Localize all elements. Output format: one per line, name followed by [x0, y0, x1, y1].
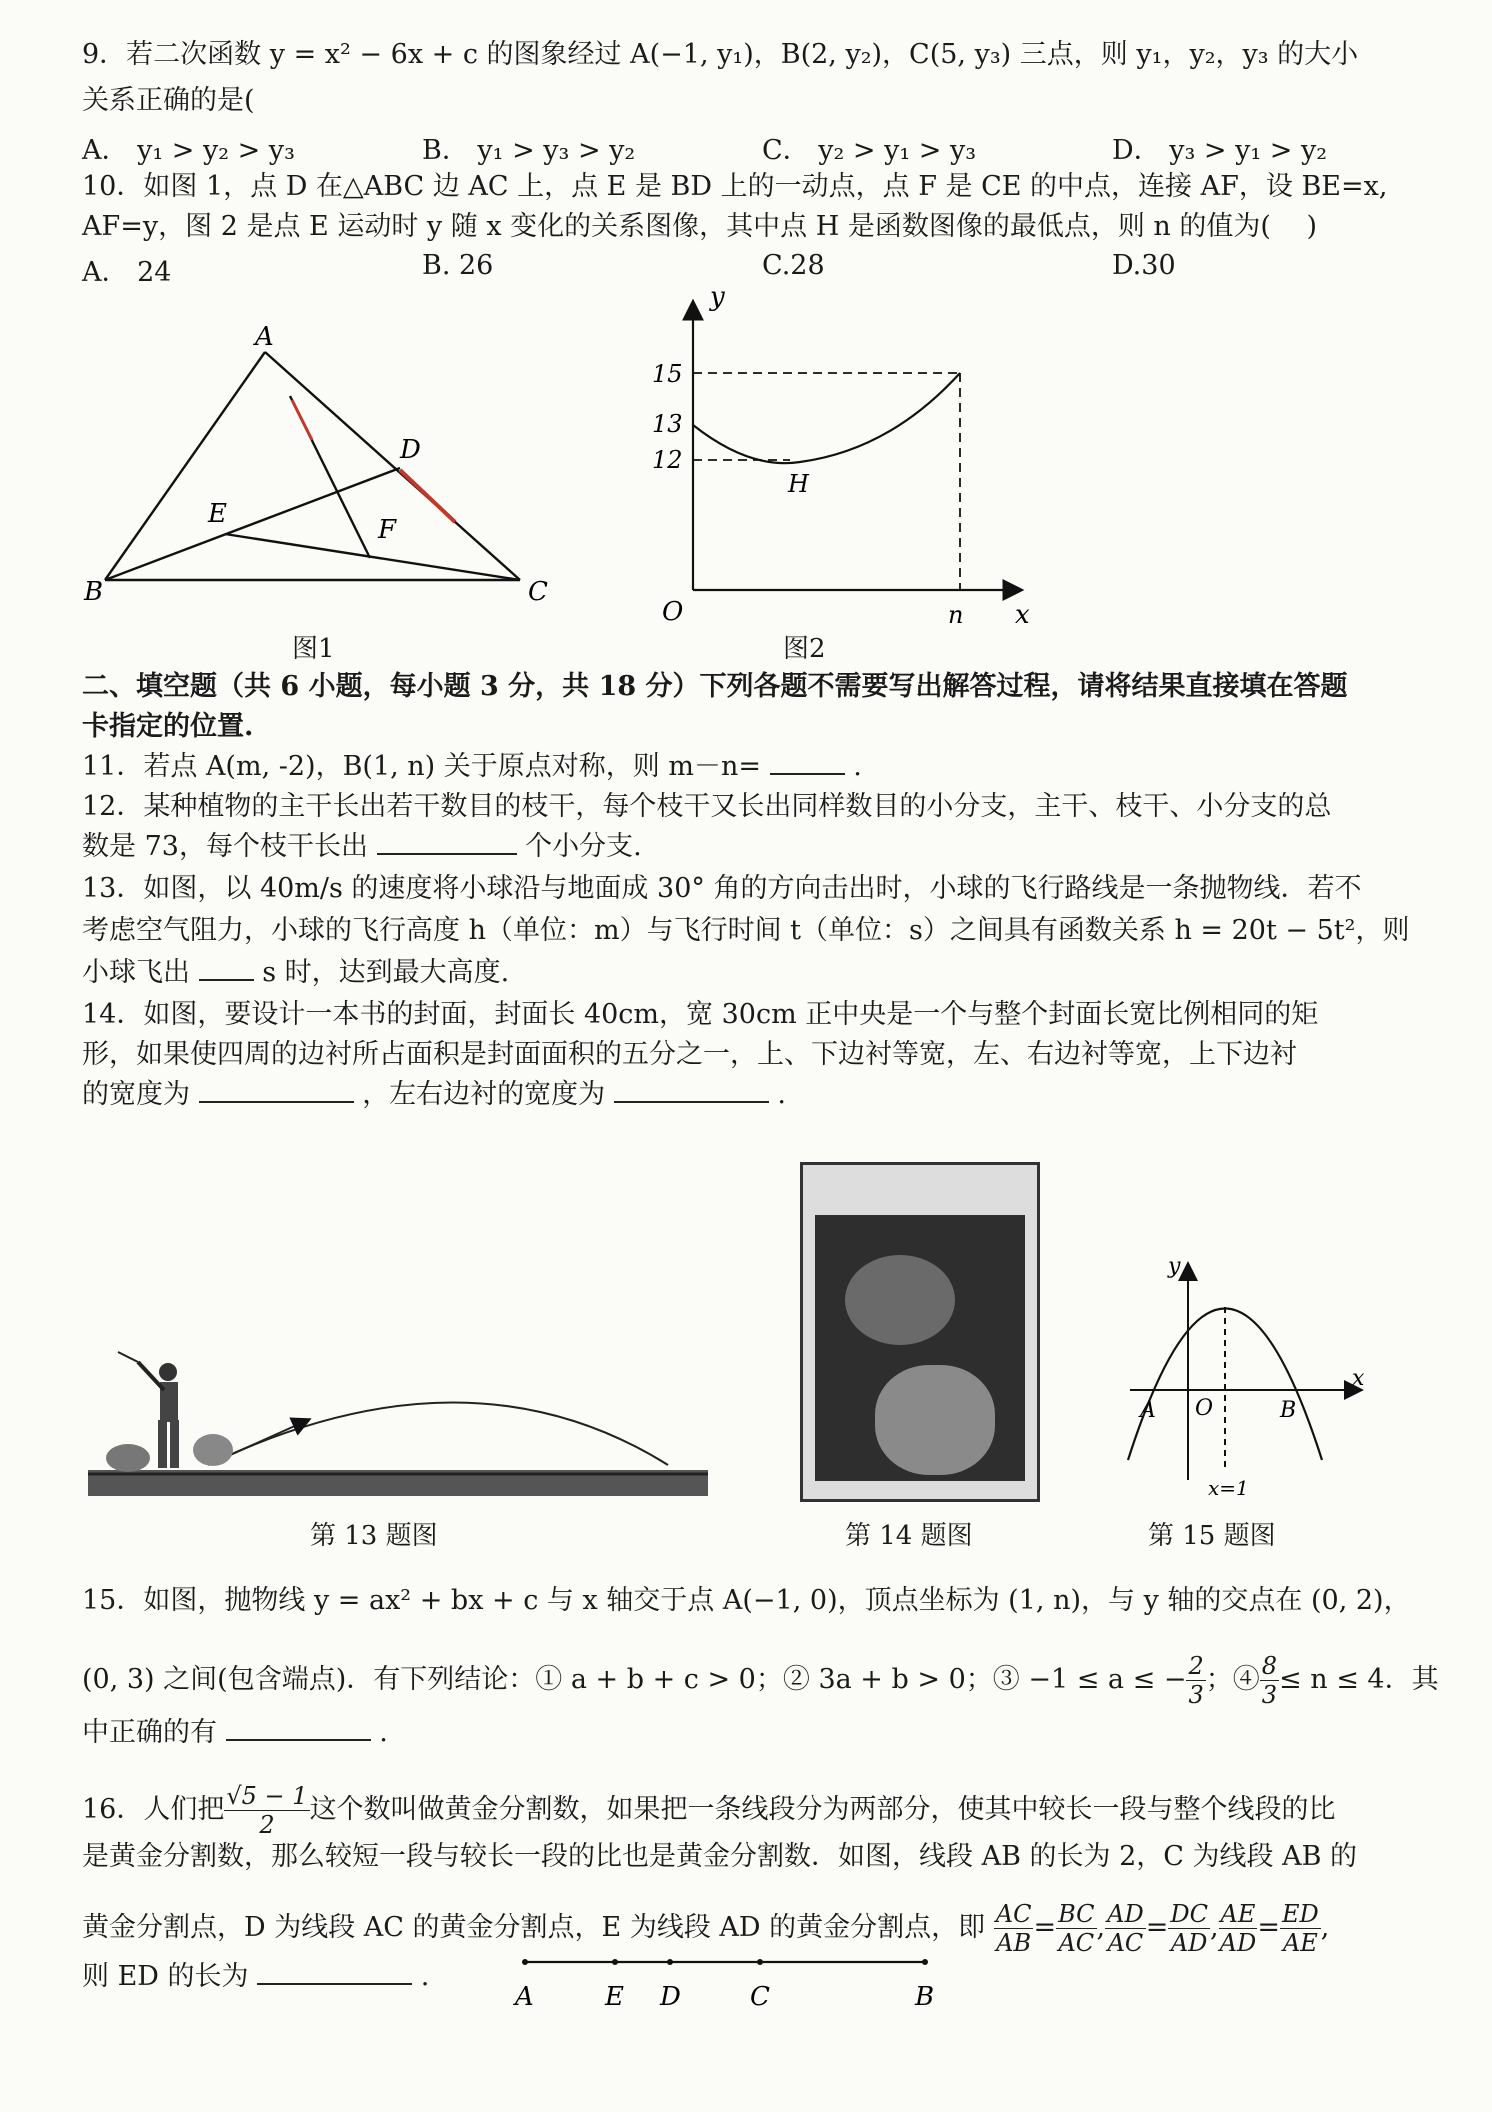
q16-golden-den: 2 [259, 1811, 275, 1839]
fig2-tick-13: 13 [652, 410, 683, 438]
q16-ratio-2-den: AC [1107, 1929, 1144, 1957]
q16-ratio-4 [1219, 1900, 1258, 1957]
q16-ratio-0 [994, 1900, 1034, 1957]
q16-ratio-1 [1056, 1900, 1096, 1957]
q15-stem: 15．如图，抛物线 y = ax² + bx + c 与 x 轴交于点 A(−1, 0)，顶点坐标为 (1, n)，与 y 轴的交点在 (0, 2)， [82, 1585, 1411, 1616]
q16-ratio-2 [1105, 1900, 1146, 1957]
q16-ratio-3 [1168, 1900, 1210, 1957]
q16-ratio-5-den: AE [1282, 1929, 1318, 1957]
q9-option-b[interactable]: B． y₁ > y₃ > y₂ [422, 135, 636, 166]
q15-answer-blank[interactable] [226, 1717, 371, 1741]
fig2-label-h: H [788, 470, 809, 498]
fig1-label-d: D [400, 435, 421, 465]
q13-stem-3b: s 时，达到最大高度. [262, 957, 510, 988]
q15-fraction-2 [1260, 1652, 1279, 1709]
fig1-label-a: A [255, 322, 274, 352]
q15-frac2-num: 8 [1261, 1652, 1278, 1680]
q15-fraction-1 [1186, 1652, 1205, 1709]
q9-stem: 9．若二次函数 y = x² − 6x + c 的图象经过 A(−1, y₁)，B(2, y₂)，C(5, y₃) 三点，则 y₁，y₂，y₃ 的大小 [82, 39, 1359, 70]
fig1-label-c: C [528, 577, 548, 607]
q9-stem-2: 关系正确的是( [82, 85, 255, 116]
q14-answer-blank-2[interactable] [614, 1079, 769, 1103]
q10-option-c[interactable]: C.28 [762, 250, 825, 281]
q15-figure [1120, 1255, 1370, 1505]
q12-answer-blank[interactable] [377, 831, 517, 855]
q16-ratio-1-den: AC [1058, 1929, 1095, 1957]
q16-stem-a: 16．人们把 [82, 1794, 225, 1825]
q14-stem-3c: . [777, 1079, 786, 1110]
fig15-label-b: B [1280, 1398, 1297, 1423]
q14-stem-3a: 的宽度为 [82, 1079, 190, 1110]
q16-line4 [82, 1960, 429, 1994]
q15-stem-3a: 中正确的有 [82, 1717, 217, 1748]
fig15-label-o: O [1195, 1396, 1214, 1421]
q16-point-e: E [605, 1982, 624, 2012]
q16-point-a: A [515, 1982, 534, 2012]
q14-stem: 14．如图，要设计一本书的封面，封面长 40cm，宽 30cm 正中央是一个与整个封面长宽比例相同的矩 [82, 999, 1319, 1030]
q15-stem-2c: ≤ n ≤ 4．其 [1279, 1664, 1439, 1695]
q11-answer-blank[interactable] [770, 751, 845, 775]
q14-figure-caption: 第 14 题图 [845, 1521, 973, 1551]
q16-ratio-5 [1280, 1900, 1321, 1957]
q16-ratio-4-num: AE [1220, 1900, 1256, 1928]
q13-stem: 13．如图，以 40m/s 的速度将小球沿与地面成 30° 角的方向击出时，小球的飞行路线是一条抛物线．若不 [82, 873, 1362, 904]
fig15-label-x: x [1352, 1366, 1365, 1391]
q9-option-c[interactable]: C． y₂ > y₁ > y₃ [762, 135, 977, 166]
q16-segment-figure [505, 1945, 945, 2025]
q15-line3 [82, 1716, 1402, 1750]
fig2-label-x: x [1015, 600, 1030, 630]
q15-frac2-den: 3 [1261, 1681, 1278, 1709]
q13-line3 [82, 956, 1402, 990]
fig15-label-a: A [1140, 1398, 1156, 1423]
fig1-label-e: E [208, 499, 227, 529]
fig1-label-b: B [84, 577, 104, 607]
fig2-label-o: O [662, 597, 684, 627]
q10-figure-1 [80, 300, 600, 610]
book-cover-inner-rectangle [815, 1215, 1025, 1481]
q10-stem: 10．如图 1，点 D 在△ABC 边 AC 上，点 E 是 BD 上的一动点，点 F 是 CE 的中点，连接 AF，设 BE=x, [82, 171, 1388, 202]
q12-stem-2b: 个小分支. [525, 831, 642, 862]
fig15-label-x1: x=1 [1208, 1476, 1249, 1500]
q13-stem-2: 考虑空气阻力，小球的飞行高度 h（单位：m）与飞行时间 t（单位：s）之间具有函数关系 h = 20t − 5t²，则 [82, 915, 1410, 946]
q10-figure-1-caption: 图1 [292, 634, 335, 664]
q16-ratio-3-den: AD [1170, 1929, 1208, 1957]
q9-option-d[interactable]: D． y₃ > y₁ > y₂ [1112, 135, 1328, 166]
q10-figure-2 [640, 285, 1060, 630]
fig2-tick-12: 12 [652, 446, 683, 474]
q16-ratio-0-den: AB [996, 1929, 1032, 1957]
q16-ratio-2-num: AD [1107, 1900, 1144, 1928]
fig2-label-n: n [948, 601, 964, 629]
q13-figure-caption: 第 13 题图 [310, 1521, 438, 1551]
q16-point-d: D [660, 1982, 681, 2012]
q14-stem-2: 形，如果使四周的边衬所占面积是封面面积的五分之一，上、下边衬等宽，左、右边衬等宽，上下边衬 [82, 1039, 1297, 1070]
q12-stem-2a: 数是 73，每个枝干长出 [82, 831, 368, 862]
q16-stem-4a: 则 ED 的长为 [82, 1961, 249, 1992]
q11-stem: 11．若点 A(m, -2)，B(1, n) 关于原点对称，则 m－n= [82, 751, 761, 782]
section2-heading: 二、填空题（共 6 小题，每小题 3 分，共 18 分）下列各题不需要写出解答过程，请将结果直接填在答题 [82, 671, 1348, 702]
q13-answer-blank[interactable] [199, 957, 254, 981]
q10-option-d[interactable]: D.30 [1112, 250, 1176, 281]
fig1-label-f: F [378, 515, 397, 545]
q12-stem: 12．某种植物的主干长出若干数目的枝干，每个枝干又长出同样数目的小分支，主干、枝干、小分支的总 [82, 791, 1332, 822]
q10-option-a[interactable]: A． 24 [82, 257, 172, 288]
q9-option-a[interactable]: A． y₁ > y₂ > y₃ [82, 135, 295, 166]
q10-figure-2-caption: 图2 [783, 634, 826, 664]
q10-options [82, 250, 1412, 288]
fig2-tick-15: 15 [652, 360, 683, 388]
q16-ratios: $\frac{AC}{AB}$ = $\frac{BC}{AC}$ , $\frac{AD}{AC}$ = $\frac{DC}{AD}$ , $\frac{AE}{AD}$ = $\frac{ED}{AE}$ , [995, 1900, 1330, 1957]
q10-option-b[interactable]: B. 26 [422, 250, 494, 281]
q10-stem-2: AF=y，图 2 是点 E 运动时 y 随 x 变化的关系图像，其中点 H 是函数图像的最低点，则 n 的值为( ) [82, 211, 1318, 242]
bush-icon [106, 1434, 233, 1472]
q16-point-c: C [750, 1982, 770, 2012]
q16-ratio-1-num: BC [1058, 1900, 1095, 1928]
q15-figure-caption: 第 15 题图 [1148, 1521, 1276, 1551]
fig2-label-y: y [710, 285, 725, 312]
q14-answer-blank-1[interactable] [199, 1079, 354, 1103]
q15-line2 [82, 1652, 1439, 1709]
q16-ratio-3-num: DC [1170, 1900, 1208, 1928]
q16-line1 [82, 1782, 1402, 1839]
section2-heading-2: 卡指定的位置. [82, 711, 254, 742]
q15-stem-3b: . [379, 1717, 388, 1748]
q16-stem-3: 黄金分割点，D 为线段 AC 的黄金分割点，E 为线段 AD 的黄金分割点，即 [82, 1912, 986, 1943]
q13-figure [88, 1260, 713, 1510]
q9-options [82, 128, 1412, 166]
q11-end: . [853, 751, 862, 782]
q14-stem-3b: ，左右边衬的宽度为 [362, 1079, 606, 1110]
q16-ratio-0-num: AC [995, 1900, 1032, 1928]
q16-golden-num: √5 − 1 [226, 1782, 308, 1810]
q15-frac1-num: 2 [1188, 1652, 1204, 1680]
q16-stem-b: 这个数叫做黄金分割数，如果把一条线段分为两部分，使其中较长一段与整个线段的比 [309, 1794, 1336, 1825]
q14-figure [800, 1162, 1040, 1502]
q15-frac1-den: 3 [1188, 1681, 1204, 1709]
q16-stem-2: 是黄金分割数，那么较短一段与较长一段的比也是黄金分割数．如图，线段 AB 的长为 2，C 为线段 AB 的 [82, 1841, 1358, 1872]
q11 [82, 750, 1402, 784]
q15-stem-2b: ；④ [1205, 1664, 1260, 1695]
q16-point-b: B [915, 1982, 935, 2012]
q13-stem-3a: 小球飞出 [82, 957, 190, 988]
q16-answer-blank[interactable] [257, 1961, 412, 1985]
q16-ratio-4-den: AD [1219, 1929, 1257, 1957]
q15-stem-2a: (0, 3) 之间(包含端点)．有下列结论：① a + b + c > 0；② 3a + b > 0；③ −1 ≤ a ≤ − [82, 1664, 1187, 1695]
q16-golden-fraction [224, 1782, 309, 1839]
q12-line2 [82, 830, 1402, 864]
q16-ratio-5-num: ED [1282, 1900, 1319, 1928]
q14-line3 [82, 1078, 1402, 1112]
q16-stem-4b: . [420, 1961, 430, 1992]
fig15-label-y: y [1168, 1255, 1181, 1279]
